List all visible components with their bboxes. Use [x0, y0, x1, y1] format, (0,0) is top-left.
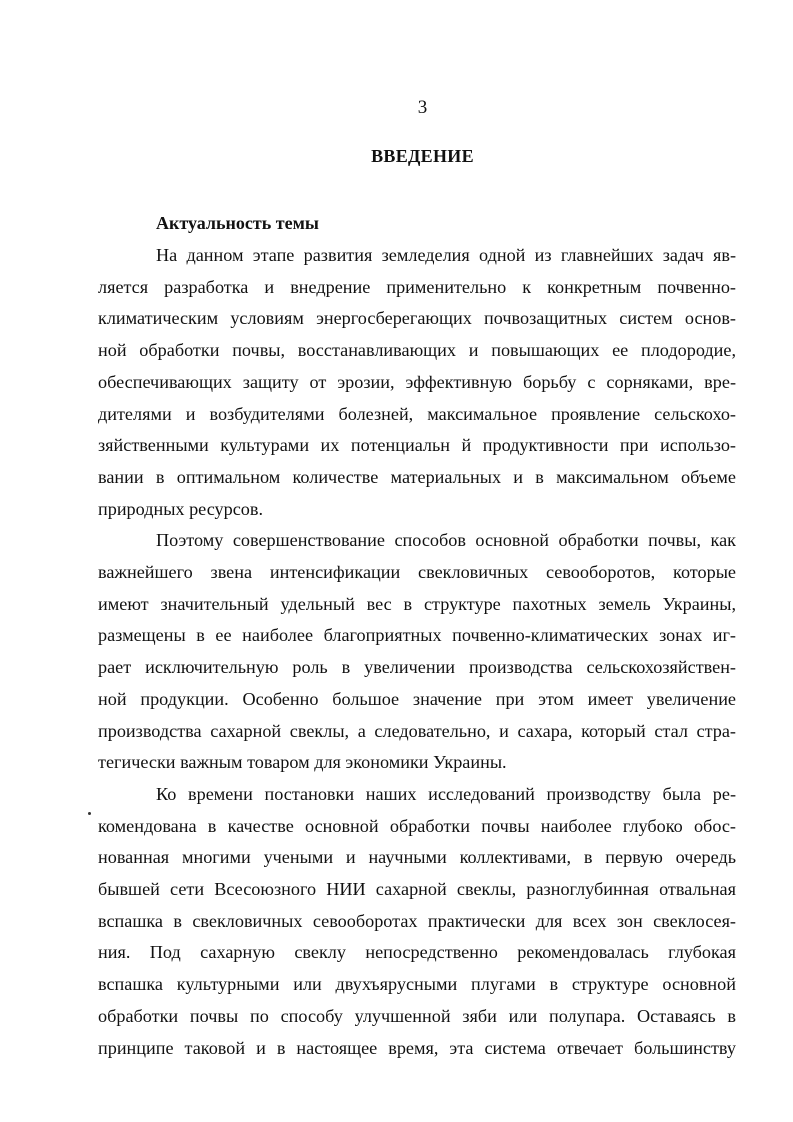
text-line: ной продукции. Особенно большое значение при этом имеет увеличение	[98, 688, 736, 709]
text-line: природных ресурсов.	[98, 498, 264, 519]
text-line: вспашка культурными или двухъярусными плугами в структуре основной	[98, 974, 736, 995]
text-line: комендована в качестве основной обработки почвы наиболее глубоко обос-	[98, 815, 736, 836]
chapter-title: ВВЕДЕНИЕ	[371, 146, 474, 166]
text-line: обработки почвы по способу улучшенной зяби или полупара. Оставаясь в	[98, 1005, 736, 1026]
text-line: принципе таковой и в настоящее время, эта система отвечает большинству	[98, 1037, 736, 1058]
text-line: вании в оптимальном количестве материальных и в максимальном объеме	[98, 466, 736, 487]
text-line: Ко времени постановки наших исследований производству была ре-	[156, 783, 736, 804]
text-line: Поэтому совершенствование способов основной обработки почвы, как	[156, 530, 736, 551]
text-line: важнейшего звена интенсификации свекловичных севооборотов, которые	[98, 562, 736, 583]
text-line: бывшей сети Всесоюзного НИИ сахарной свеклы, разноглубинная отвальная	[98, 879, 736, 900]
text-line: нованная многими учеными и научными коллективами, в первую очередь	[98, 847, 736, 868]
section-heading: Актуальность темы	[156, 213, 319, 233]
text-line: ной обработки почвы, восстанавливающих и повышающих ее плодородие,	[98, 340, 736, 361]
text-line: размещены в ее наиболее благоприятных почвенно-климатических зонах иг-	[98, 625, 736, 646]
paragraph-1	[98, 240, 736, 525]
text-line: ния. Под сахарную свеклу непосредственно рекомендовалась глубокая	[98, 942, 736, 963]
text-line: ляется разработка и внедрение применительно к конкретным почвенно-	[98, 276, 736, 297]
text-line: рает исключительную роль в увеличении производства сельскохозяйствен-	[98, 657, 736, 678]
text-line: зяйственными культурами их потенциальн й продуктивности при использо-	[98, 435, 736, 456]
text-line: имеют значительный удельный вес в структуре пахотных земель Украины,	[98, 593, 736, 614]
text-line: производства сахарной свеклы, а следовательно, и сахара, который стал стра-	[98, 720, 736, 741]
text-line: вспашка в свекловичных севооборотах практически для всех зон свеклосея-	[98, 910, 736, 931]
page-number: 3	[417, 97, 428, 118]
text-line: На данном этапе развития земледелия одной из главнейших задач яв-	[156, 245, 736, 265]
text-line: обеспечивающих защиту от эрозии, эффективную борьбу с сорняками, вре-	[98, 371, 736, 392]
margin-mark	[88, 812, 91, 815]
paragraph-2	[98, 525, 736, 779]
text-line: тегически важным товаром для экономики Украины.	[98, 752, 507, 773]
text-line: дителями и возбудителями болезней, максимальное проявление сельскохо-	[98, 403, 736, 424]
paragraph-3	[98, 779, 736, 1064]
text-line: климатическим условиям энергосберегающих почвозащитных систем основ-	[98, 308, 736, 329]
body-text	[98, 240, 736, 1064]
